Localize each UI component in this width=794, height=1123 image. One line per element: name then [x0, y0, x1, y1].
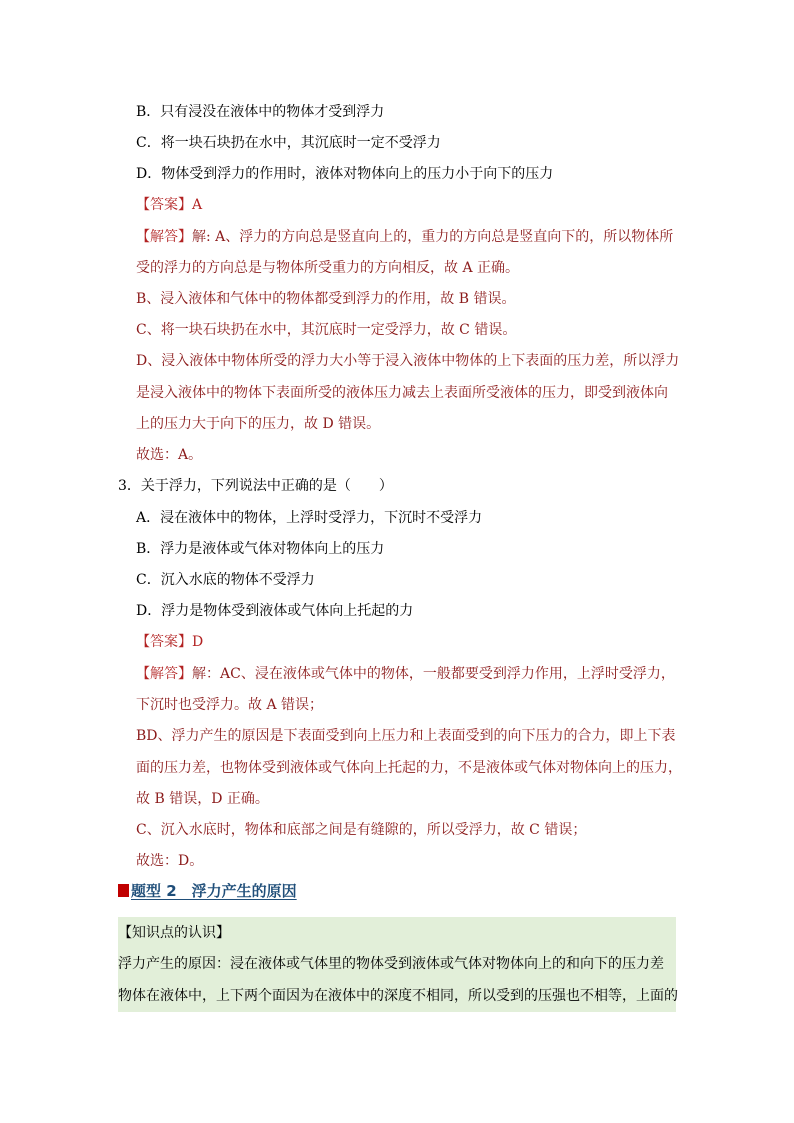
answer-line	[136, 633, 203, 651]
solution-line: C、将一块石块扔在水中，其沉底时一定受浮力，故 C 错误。	[136, 322, 517, 338]
solution-line: BD、浮力产生的原因是下表面受到向上压力和上表面受到的向下压力的合力，即上下表	[136, 728, 676, 744]
solution-line	[136, 665, 675, 683]
solution-line: 是浸入液体中的物体下表面所受的液体压力减去上表面所受液体的压力，即受到液体向	[136, 385, 668, 401]
solution-line	[136, 228, 673, 246]
option-a: A．浸在液体中的物体，上浮时受浮力，下沉时不受浮力	[136, 510, 483, 526]
solution-line: 故 B 错误，D 正确。	[136, 791, 269, 807]
answer-value: A	[192, 197, 203, 213]
option-b: B．浮力是液体或气体对物体向上的压力	[136, 541, 385, 557]
solution-tag: 【解答】	[136, 229, 192, 245]
question-stem: 3．关于浮力，下列说法中正确的是（ ）	[118, 478, 393, 494]
final-choice: 故选：A。	[136, 447, 203, 463]
solution-line: B、浸入液体和气体中的物体都受到浮力的作用，故 B 错误。	[136, 291, 516, 307]
knowledge-line: 物体在液体中，上下两个面因为在液体中的深度不相同，所以受到的压强也不相等，上面的	[118, 988, 678, 1004]
solution-line: C、沉入水底时，物体和底部之间是有缝隙的，所以受浮力，故 C 错误；	[136, 822, 587, 838]
section-heading	[118, 880, 297, 901]
option-c: C．沉入水底的物体不受浮力	[136, 572, 315, 588]
section-marker-icon	[118, 884, 129, 897]
solution-tag: 【解答】	[136, 666, 192, 682]
solution-line: 面的压力差，也物体受到液体或气体向上托起的力，不是液体或气体对物体向上的压力，	[136, 760, 682, 776]
knowledge-box	[118, 917, 676, 1012]
option-c: C．将一块石块扔在水中，其沉底时一定不受浮力	[136, 135, 441, 151]
section-title-text: 题型 2 浮力产生的原因	[131, 882, 297, 900]
option-b: B．只有浸没在液体中的物体才受到浮力	[136, 104, 385, 120]
option-d: D．物体受到浮力的作用时，液体对物体向上的压力小于向下的压力	[136, 166, 554, 182]
solution-line: 下沉时也受浮力。故 A 错误；	[136, 697, 324, 713]
answer-line	[136, 196, 202, 214]
option-d: D．浮力是物体受到液体或气体向上托起的力	[136, 603, 414, 619]
solution-line: D、浸入液体中物体所受的浮力大小等于浸入液体中物体的上下表面的压力差，所以浮力	[136, 353, 680, 369]
knowledge-line: 浮力产生的原因：浸在液体或气体里的物体受到液体或气体对物体向上的和向下的压力差	[118, 956, 664, 972]
solution-text: 解：AC、浸在液体或气体中的物体，一般都要受到浮力作用，上浮时受浮力，	[192, 666, 675, 682]
answer-tag: 【答案】	[136, 197, 192, 213]
answer-tag: 【答案】	[136, 634, 192, 650]
final-choice: 故选：D。	[136, 853, 204, 869]
solution-line: 受的浮力的方向总是与物体所受重力的方向相反，故 A 正确。	[136, 260, 520, 276]
solution-line: 上的压力大于向下的压力，故 D 错误。	[136, 416, 381, 432]
solution-text: 解: A、浮力的方向总是竖直向上的，重力的方向总是竖直向下的，所以物体所	[192, 229, 674, 245]
answer-value: D	[192, 634, 204, 650]
knowledge-heading: 【知识点的认识】	[118, 925, 230, 941]
